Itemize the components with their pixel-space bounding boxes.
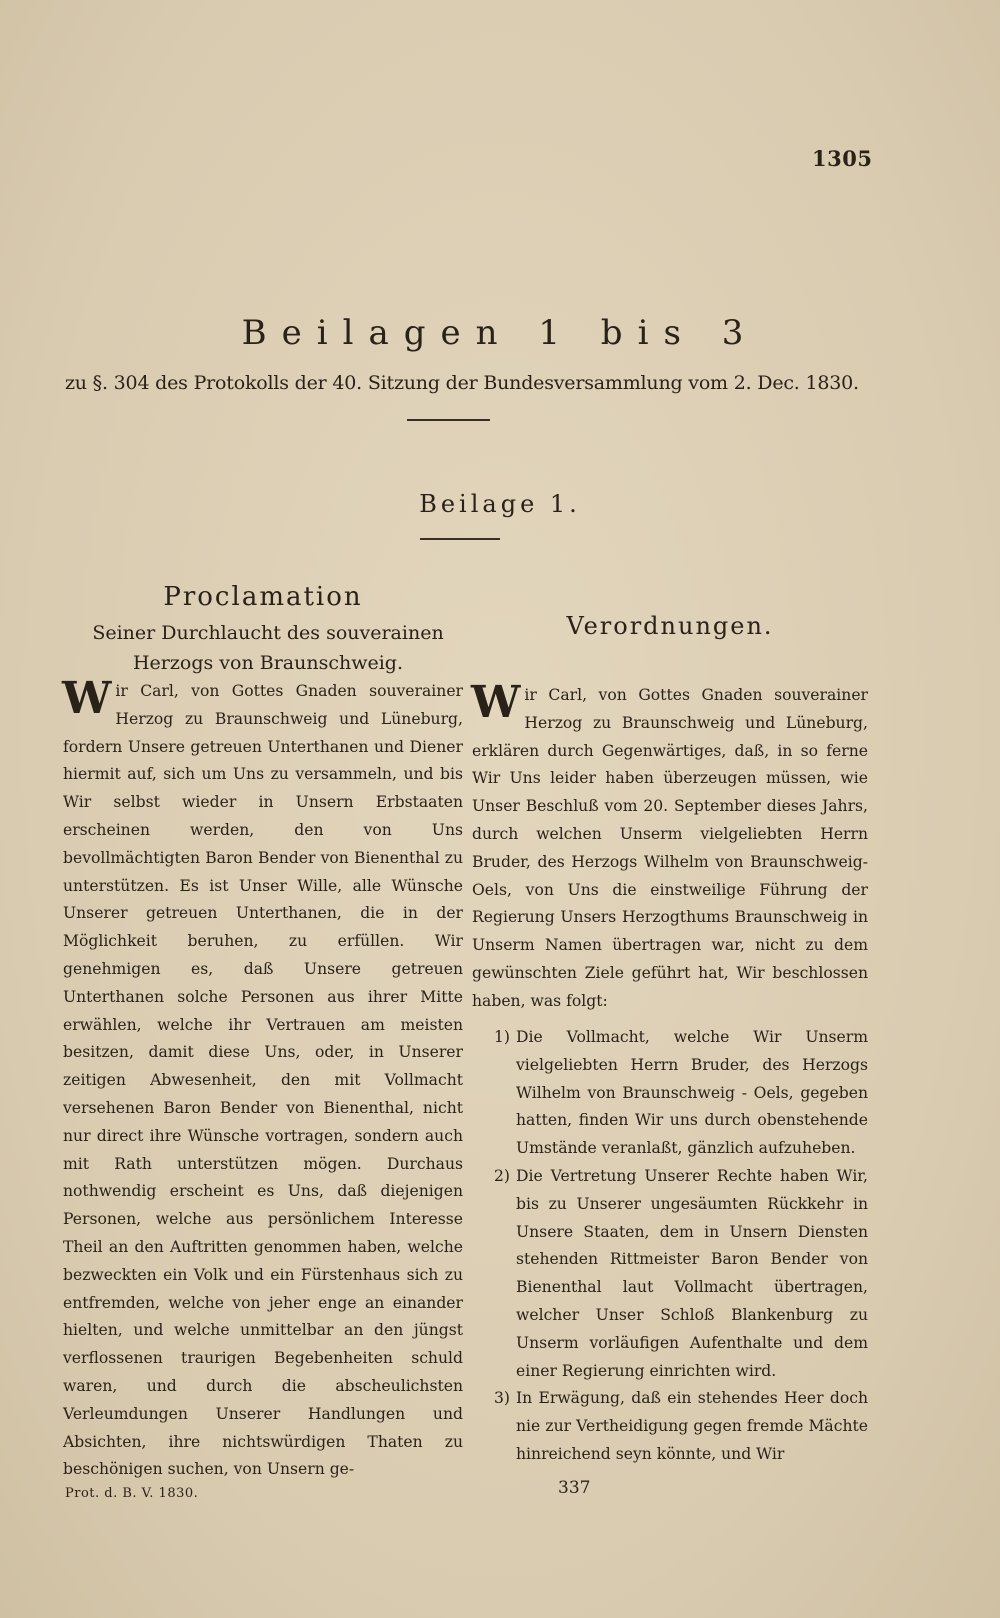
proclamation-body [62,673,463,1484]
list-item-text: Die Vollmacht, welche Wir Unserm vielgeliebten Herrn Bruder, des Herzogs Wilhelm von Braunschweig - Oels, gegeben hatten, finden Wir uns durch obenstehende Umstände veranlaßt, gänzlich aufzuheben. [516,1028,868,1158]
proclamation-title: Proclamation [163,582,363,612]
ordinance-title: Verordnungen. [566,612,774,640]
footer-note: Prot. d. B. V. 1830. [65,1486,199,1501]
subtitle: zu §. 304 des Protokolls der 40. Sitzung der Bundesversammlung vom 2. Dec. 1830. [65,372,859,394]
divider-rule [420,538,500,540]
drop-cap: W [471,677,521,728]
list-item [472,1024,868,1163]
list-item-number: 3) [493,1389,510,1408]
page-number: 1305 [812,146,873,171]
list-item [472,1385,868,1468]
main-title: Beilagen 1 bis 3 [241,313,759,353]
proclamation-text: ir Carl, von Gottes Gnaden souverainer Herzog zu Braunschweig und Lüneburg, fordern Unsere getreuen Unterthanen und Diener hiermit auf, sich um Uns zu versammeln, und bis Wir selbst wieder in Unsern Erbstaaten erscheinen werden, den von Uns bevollmächtigten Baron Bender von Bienenthal zu unterstützen. Es ist Unser Wille, alle Wünsche Unserer getreuen Unterthanen, die in der Möglichkeit beruhen, zu erfüllen. Wir genehmigen es, daß Unsere getreuen Unterthanen solche Personen aus ihrer Mitte erwählen, welche ihr Vertrauen am meisten besitzen, damit diese Uns, oder, in Unserer zeitigen Abwesenheit, den mit Vollmacht versehenen Baron Bender von Bienenthal, nicht nur direct ihre Wünsche vortragen, sondern auch mit Rath unterstützen mögen. Durchaus nothwendig erscheint es Uns, daß diejenigen Personen, welche aus persönlichem Interesse Theil an den Auftritten genommen haben, welche bezweckten ein Volk und ein Fürstenhaus sich zu entfremden, welche von jeher enge an einander hielten, und welche unmittelbar an den jüngst verflossenen traurigen Begebenheiten schuld waren, und durch die abscheulichsten Verleumdungen Unserer Handlungen und Absichten, ihre nichtswürdigen Thaten zu beschönigen suchen, von Unsern ge- [63,682,463,1479]
list-item [472,1163,868,1385]
list-item-text: Die Vertretung Unserer Rechte haben Wir, bis zu Unserer ungesäumten Rückkehr in Unsere Staaten, dem in Unsern Diensten stehenden Rittmeister Baron Bender von Bienenthal laut Vollmacht übertragen, welcher Unser Schloß Blankenburg zu Unserm vorläufigen Aufenthalte und dem einer Regierung einrichten wird. [516,1166,868,1380]
proclamation-subtitle: Seiner Durchlaucht des souverainen Herzogs von Braunschweig. [92,622,444,674]
list-item-number: 1) [493,1028,510,1046]
ordinance-body [471,677,868,1016]
section-title: Beilage 1. [419,490,581,518]
signature-mark: 337 [558,1478,591,1498]
list-item-text: In Erwägung, daß ein stehendes Heer doch nie zur Vertheidigung gegen fremde Mächte hinreichend seyn könnte, und Wir [516,1389,868,1463]
ordinance-text: ir Carl, von Gottes Gnaden souverainer Herzog zu Braunschweig und Lüneburg, erklären durch Gegenwärtiges, daß, in so ferne Wir Uns leider haben überzeugen müssen, wie Unser Beschluß vom 20. September dieses Jahrs, durch welchen Unserm vielgeliebten Herrn Bruder, des Herzogs Wilhelm von Braunschweig-Oels, von Uns die einstweilige Führung der Regierung Unsers Herzogthums Braunschweig in Unserm Namen übertragen war, nicht zu dem gewünschten Ziele geführt hat, Wir beschlossen haben, was folgt: [472,686,868,1010]
list-item-number: 2) [493,1166,510,1185]
ordinance-list [472,1024,868,1469]
drop-cap: W [62,673,112,724]
divider-rule [407,419,490,421]
